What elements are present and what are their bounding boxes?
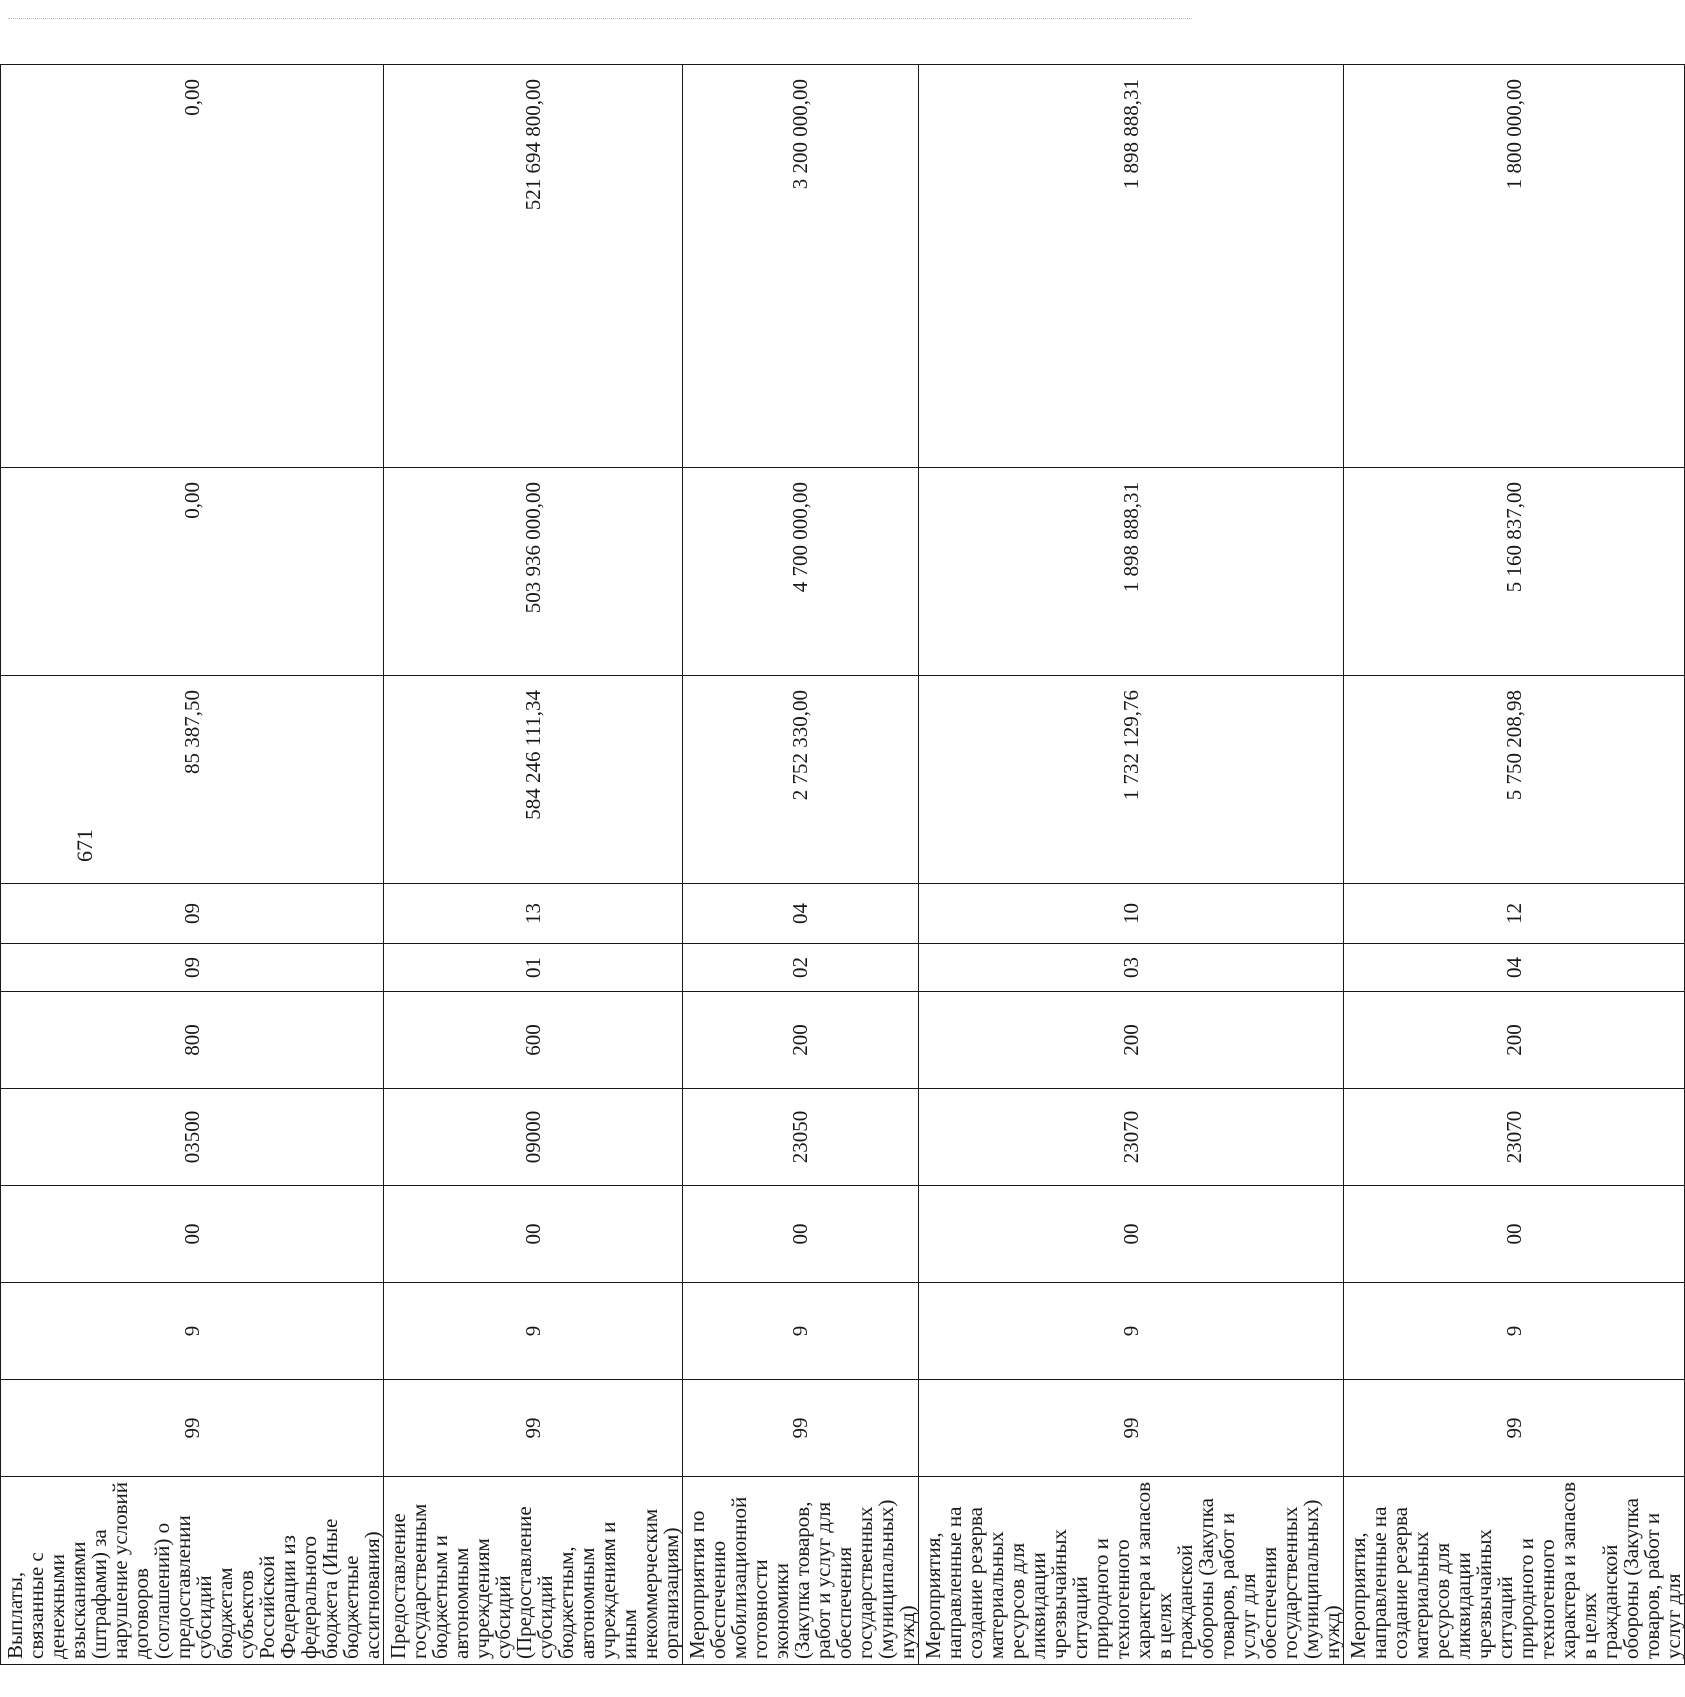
amount-3: 521 694 800,00	[384, 65, 683, 468]
code-2: 9	[384, 1283, 683, 1380]
row-description: Выплаты, связанные с денежными взысканиями (штрафами) за нарушение условий договоров (соглашений) о предоставлении субсидий бюджетам субъектов Российской Федерации из федерального бюджета (Иные бюджетные ассигнования)	[1, 1477, 384, 1665]
amount-2: 1 898 888,31	[919, 468, 1344, 676]
amount-3: 0,00	[1, 65, 384, 468]
code-5: 600	[384, 992, 683, 1089]
table-row	[384, 65, 683, 1665]
code-6: 04	[1344, 944, 1685, 992]
row-description: Предоставление государственным бюджетным и автономным учреждениям субсидий (Предоставление субсидий бюджетным, автономным учреждениям и иным некоммерческим организациям)	[384, 1477, 683, 1665]
row-description: Мероприятия, направленные на создание резерва материальных ресурсов для ликвидации чрезвычайных ситуаций природного и техногенного характера и запасов в целях гражданской обороны (Закупка товаров, работ и услуг для	[1344, 1477, 1685, 1665]
code-3: 00	[683, 1186, 919, 1283]
amount-2: 5 160 837,00	[1344, 468, 1685, 676]
code-1: 99	[1, 1380, 384, 1477]
top-dotted-rule	[8, 18, 1192, 19]
amount-1: 2 752 330,00	[683, 676, 919, 884]
page-number: 671	[72, 829, 97, 862]
code-7: 10	[919, 884, 1344, 944]
code-5: 200	[1344, 992, 1685, 1089]
amount-1: 85 387,50	[1, 676, 384, 884]
code-3: 00	[1, 1186, 384, 1283]
code-2: 9	[1, 1283, 384, 1380]
code-1: 99	[1344, 1380, 1685, 1477]
code-7: 04	[683, 884, 919, 944]
code-4: 03500	[1, 1089, 384, 1186]
code-4: 09000	[384, 1089, 683, 1186]
amount-2: 503 936 000,00	[384, 468, 683, 676]
code-7: 12	[1344, 884, 1685, 944]
table-row	[1344, 65, 1685, 1665]
code-4: 23070	[919, 1089, 1344, 1186]
amount-1: 5 750 208,98	[1344, 676, 1685, 884]
table-row	[683, 65, 919, 1665]
code-4: 23050	[683, 1089, 919, 1186]
code-7: 13	[384, 884, 683, 944]
rotated-budget-table	[0, 65, 1685, 1665]
code-1: 99	[384, 1380, 683, 1477]
budget-table	[0, 64, 1685, 1665]
code-1: 99	[683, 1380, 919, 1477]
table-row	[919, 65, 1344, 1665]
amount-3: 1 898 888,31	[919, 65, 1344, 468]
code-3: 00	[384, 1186, 683, 1283]
code-4: 23070	[1344, 1089, 1685, 1186]
amount-3: 1 800 000,00	[1344, 65, 1685, 468]
code-6: 01	[384, 944, 683, 992]
amount-1: 1 732 129,76	[919, 676, 1344, 884]
code-3: 00	[1344, 1186, 1685, 1283]
row-description: Мероприятия, направленные на создание резерва материальных ресурсов для ликвидации чрезвычайных ситуаций природного и техногенного характера и запасов в целях гражданской обороны (Закупка товаров, работ и услуг для обеспечения государственных (муниципальных) нужд)	[919, 1477, 1344, 1665]
code-6: 03	[919, 944, 1344, 992]
code-5: 200	[919, 992, 1344, 1089]
code-5: 800	[1, 992, 384, 1089]
code-2: 9	[919, 1283, 1344, 1380]
amount-3: 3 200 000,00	[683, 65, 919, 468]
code-2: 9	[1344, 1283, 1685, 1380]
amount-2: 0,00	[1, 468, 384, 676]
amount-1: 584 246 111,34	[384, 676, 683, 884]
row-description: Мероприятия по обеспечению мобилизационной готовности экономики (Закупка товаров, работ и услуг для обеспечения государственных (муниципальных) нужд)	[683, 1477, 919, 1665]
table-row	[1, 65, 384, 1665]
code-2: 9	[683, 1283, 919, 1380]
code-6: 02	[683, 944, 919, 992]
code-1: 99	[919, 1380, 1344, 1477]
code-6: 09	[1, 944, 384, 992]
code-5: 200	[683, 992, 919, 1089]
code-7: 09	[1, 884, 384, 944]
code-3: 00	[919, 1186, 1344, 1283]
amount-2: 4 700 000,00	[683, 468, 919, 676]
